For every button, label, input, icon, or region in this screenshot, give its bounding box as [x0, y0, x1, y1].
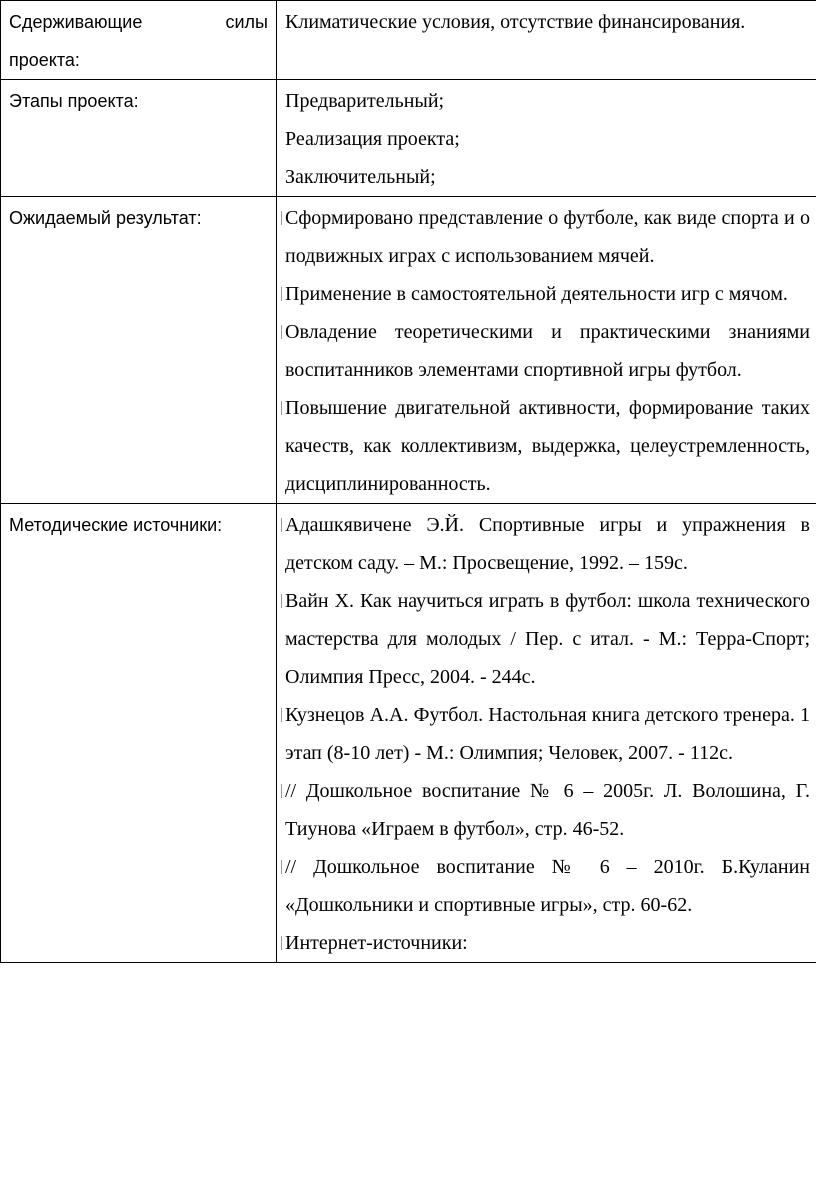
table-row — [1, 504, 816, 963]
row-label-expected-result: Ожидаемый результат: — [1, 197, 277, 504]
bullet-tick-icon — [281, 325, 282, 339]
source-item — [285, 772, 810, 848]
bullet-tick-icon — [281, 211, 282, 225]
row-value-sources — [277, 504, 816, 963]
bullet-tick-icon — [281, 936, 282, 950]
row-value-stages — [277, 80, 816, 197]
label-line — [9, 3, 268, 41]
result-item — [285, 275, 810, 313]
value-text: Климатические условия, отсутствие финансирования. — [285, 11, 746, 33]
result-item-text: Овладение теоретическими и практическими знаниями воспитанников элементами спортивной игры футбол. — [285, 321, 810, 381]
bullet-tick-icon — [281, 287, 282, 301]
label-line: проекта: — [9, 50, 80, 70]
source-item — [285, 848, 810, 924]
result-item-text: Сформировано представление о футболе, как виде спорта и о подвижных играх с использованием мячей. — [285, 207, 810, 267]
bullet-tick-icon — [281, 594, 282, 608]
table-row — [1, 1, 816, 80]
bullet-tick-icon — [281, 784, 282, 798]
bullet-tick-icon — [281, 401, 282, 415]
result-item-text: Повышение двигательной активности, формирование таких качеств, как коллективизм, выдержка, целеустремленность, дисциплинированность. — [285, 397, 810, 495]
source-item — [285, 924, 810, 962]
result-item — [285, 199, 810, 275]
bullet-tick-icon — [281, 518, 282, 532]
source-item — [285, 582, 810, 696]
stage-item: Реализация проекта; — [285, 128, 460, 150]
label-word: силы — [225, 12, 268, 32]
row-label-sources: Методические источники: — [1, 504, 277, 963]
row-value-constraints — [277, 1, 816, 80]
label-word: Сдерживающие — [9, 12, 143, 32]
source-item-text: // Дошкольное воспитание № 6 – 2005г. Л. Волошина, Г. Тиунова «Играем в футбол», стр. 46-52. — [285, 780, 810, 840]
table-row — [1, 80, 816, 197]
bullet-tick-icon — [281, 860, 282, 874]
source-item-text: Вайн Х. Как научиться играть в футбол: школа технического мастерства для молодых / Пер. с итал. - М.: Терра-Спорт; Олимпия Пресс, 2004. - 244с. — [285, 590, 810, 688]
row-value-expected-result — [277, 197, 816, 504]
bullet-tick-icon — [281, 708, 282, 722]
source-item — [285, 506, 810, 582]
source-item-text: Адашкявичене Э.Й. Спортивные игры и упражнения в детском саду. – М.: Просвещение, 1992. – 159с. — [285, 514, 810, 574]
result-item-text: Применение в самостоятельной деятельности игр с мячом. — [285, 283, 788, 305]
stage-item: Заключительный; — [285, 166, 436, 188]
source-item-text: // Дошкольное воспитание № 6 – 2010г. Б.Куланин «Дошкольники и спортивные игры», стр. 60-62. — [285, 856, 810, 916]
row-label-constraints — [1, 1, 277, 80]
stage-item: Предварительный; — [285, 90, 445, 112]
source-item — [285, 696, 810, 772]
result-item — [285, 389, 810, 503]
source-item-text: Кузнецов А.А. Футбол. Настольная книга детского тренера. 1 этап (8-10 лет) - М.: Олимпия; Человек, 2007. - 112с. — [285, 704, 810, 764]
table-row — [1, 197, 816, 504]
result-item — [285, 313, 810, 389]
source-item-text: Интернет-источники: — [285, 932, 468, 954]
row-label-stages: Этапы проекта: — [1, 80, 277, 197]
